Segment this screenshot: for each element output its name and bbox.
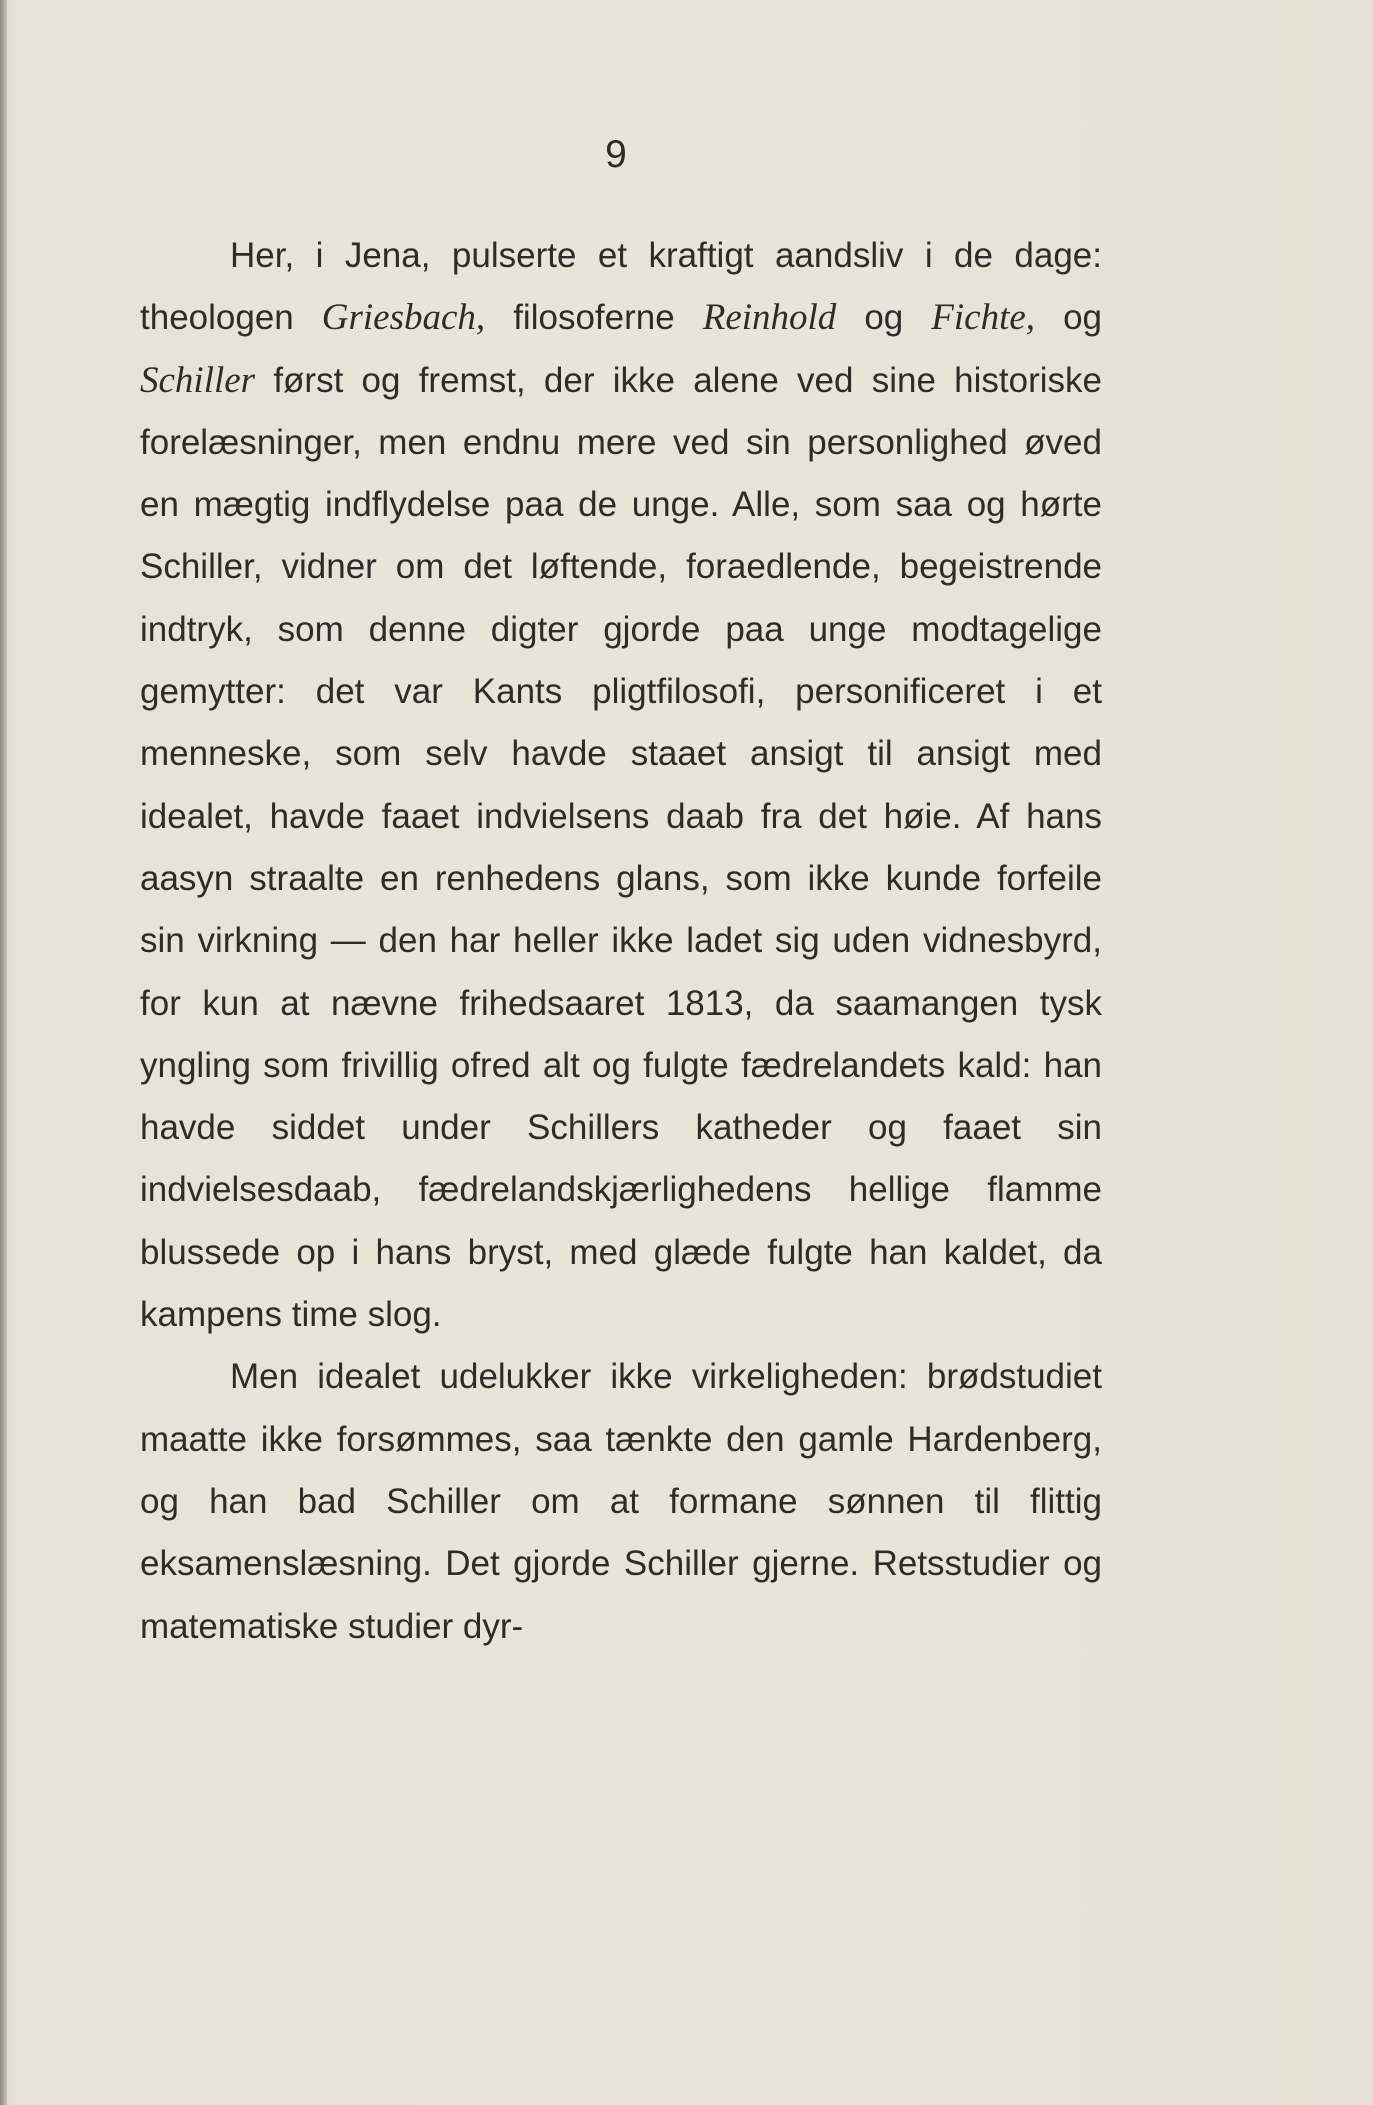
- body-text: [140, 225, 1102, 1658]
- page-spine-edge: [0, 0, 7, 2105]
- text-segment: Her, i Jena, pulserte et kraftigt aandsliv i de dage: theologen: [140, 236, 1102, 338]
- text-segment: først og fremst, der ikke alene ved sine historiske forelæsninger, men endnu mere ved sin personlighed øved en mægtig indflydelse paa de unge. Alle, som saa og hørte Schiller, vidner om det løftende, foraedlende, begeistrende indtryk, som denne digter gjorde paa unge modtagelige gemytter: det var Kants pligtfilosofi, personificeret i et menneske, som selv havde staaet ansigt til ansigt med idealet, havde faaet indvielsens daab fra det høie. Af hans aasyn straalte en renhedens glans, som ikke kunde forfeile sin virkning — den har heller ikke ladet sig uden vidnesbyrd, for kun at nævne frihedsaaret 1813, da saamangen tysk yngling som frivillig ofred alt og fulgte fædrelandets kald: han havde siddet under Schillers katheder og faaet sin indvielsesdaab, fædrelandskjærlighedens hellige flamme blussede op i hans bryst, med glæde fulgte han kaldet, da kampens time slog.: [140, 360, 1102, 1335]
- name-reinhold: Reinhold: [702, 297, 837, 339]
- text-segment: filosoferne: [485, 298, 703, 338]
- text-segment: og: [836, 298, 932, 338]
- text-segment: og: [1035, 298, 1102, 338]
- name-fichte: Fichte,: [931, 297, 1036, 339]
- text-segment: Men idealet udelukker ikke virkeligheden: brødstudiet maatte ikke forsømmes, saa tænkte den gamle Hardenberg, og han bad Schiller om at formane sønnen til flittig eksamenslæsning. Det gjorde Schiller gjerne. Retsstudier og matematiske studier dyr-: [140, 1357, 1102, 1646]
- name-griesbach: Griesbach,: [321, 297, 486, 339]
- paragraph-1: [140, 225, 1102, 1346]
- name-schiller: Schiller: [140, 359, 256, 401]
- paragraph-2: [140, 1346, 1102, 1657]
- page-number: 9: [605, 133, 627, 176]
